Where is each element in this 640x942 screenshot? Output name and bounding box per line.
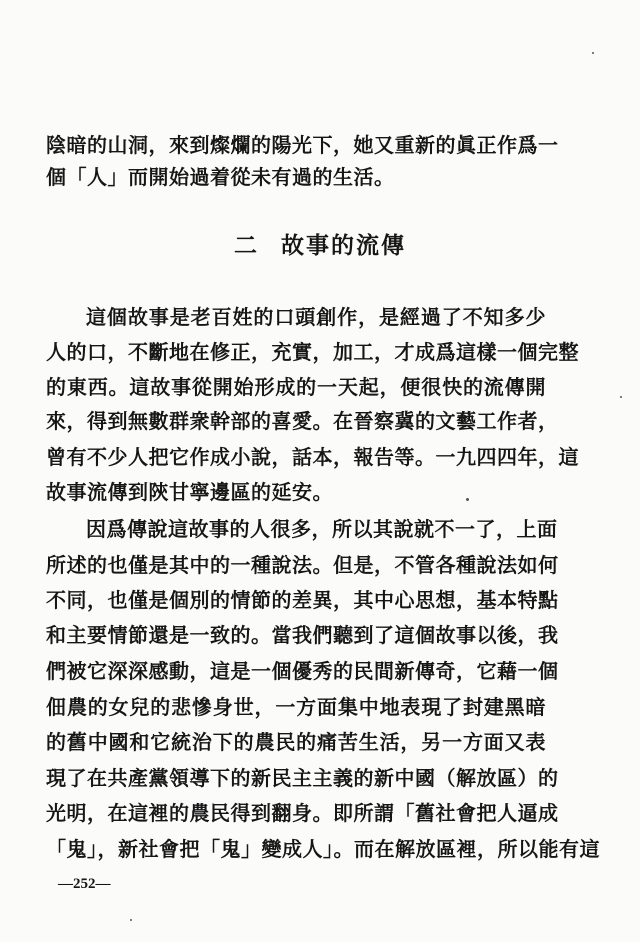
text-line: 們被它深深感動，這是一個優秀的民間新傳奇，它藉一個 bbox=[46, 659, 559, 683]
text-line: 「鬼」，新社會把「鬼」變成人」。而在解放區裡，所以能有這 bbox=[46, 837, 600, 861]
scan-speck bbox=[592, 52, 594, 54]
text-line: 光明，在這裡的農民得到翻身。即所謂「舊社會把人逼成 bbox=[46, 801, 559, 825]
text-line: 不同，也僅是個別的情節的差異，其中心思想，基本特點 bbox=[46, 588, 559, 612]
text-line: 和主要情節還是一致的。當我們聽到了這個故事以後，我 bbox=[46, 623, 559, 647]
scan-speck bbox=[130, 919, 132, 921]
text-line: 的東西。這故事從開始形成的一天起，便很快的流傳開 bbox=[46, 375, 546, 399]
text-line: 陰暗的山洞，來到燦爛的陽光下，她又重新的眞正作爲一 bbox=[46, 133, 559, 157]
section-heading bbox=[0, 232, 640, 260]
text-line: 人的口，不斷地在修正，充實，加工，才成爲這樣一個完整 bbox=[46, 340, 579, 364]
text-line: 現了在共產黨領導下的新民主主義的新中國（解放區）的 bbox=[46, 766, 559, 790]
text-line: 這個故事是老百姓的口頭創作，是經過了不知多少 bbox=[86, 305, 546, 329]
text-line: 故事流傳到陝甘寧邊區的延安。 bbox=[46, 480, 333, 504]
page-number: —252— bbox=[58, 876, 111, 892]
section-title: 故事的流傳 bbox=[281, 232, 406, 259]
text-line: 曾有不少人把它作成小說，話本，報告等。一九四四年，這 bbox=[46, 445, 579, 469]
scan-speck bbox=[620, 396, 622, 398]
text-line: 佃農的女兒的悲慘身世，一方面集中地表現了封建黑暗 bbox=[46, 695, 546, 719]
text-line: 來，得到無數群衆幹部的喜愛。在晉察冀的文藝工作者， bbox=[46, 409, 559, 433]
section-number: 二 bbox=[234, 232, 259, 259]
text-line: 個「人」而開始過着從未有過的生活。 bbox=[46, 165, 395, 189]
text-line: 的舊中國和它統治下的農民的痛苦生活，另一方面又表 bbox=[46, 730, 546, 754]
scan-speck bbox=[466, 498, 469, 501]
text-line: 因爲傳說這故事的人很多，所以其說就不一了，上面 bbox=[86, 517, 558, 541]
text-line: 所述的也僅是其中的一種說法。但是，不管各種說法如何 bbox=[46, 553, 559, 577]
